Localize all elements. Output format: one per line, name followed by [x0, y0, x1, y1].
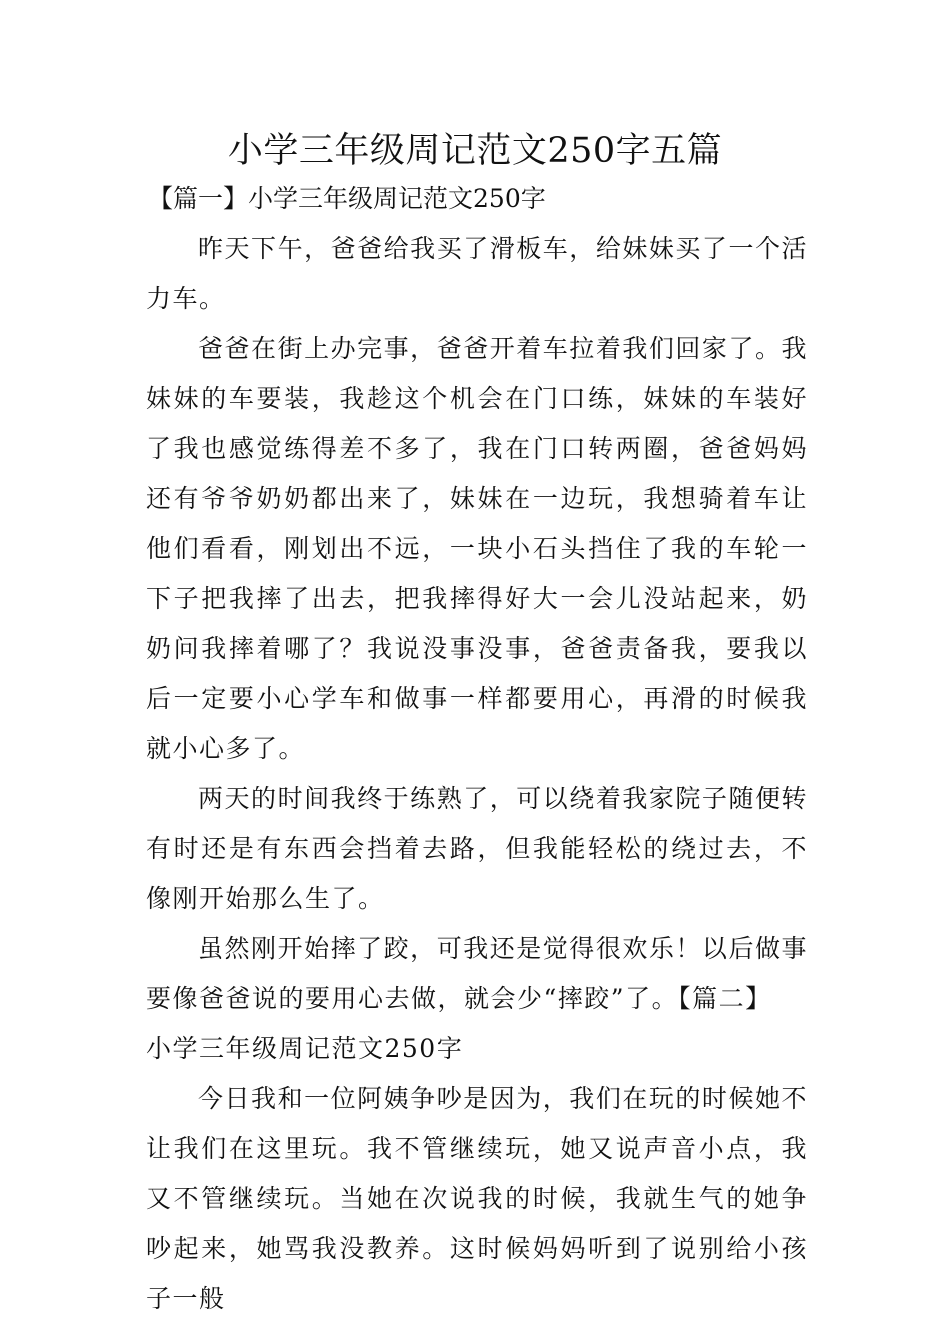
- paragraph: 昨天下午，爸爸给我买了滑板车，给妹妹买了一个活力车。: [146, 234, 808, 313]
- section-heading-2: 小学三年级周记范文250字: [146, 1034, 464, 1063]
- paragraph: 爸爸在街上办完事，爸爸开着车拉着我们回家了。我妹妹的车要装，我趁这个机会在门口练，妹妹的车装好了我也感觉练得差不多了，我在门口转两圈，爸爸妈妈还有爷爷奶奶都出来了，妹妹在一边玩，我想骑着车让他们看看，刚划出不远，一块小石头挡住了我的车轮一下子把我摔了出去，把我摔得好大一会儿没站起来，奶奶问我摔着哪了？我说没事没事，爸爸责备我，要我以后一定要小心学车和做事一样都要用心，再滑的时候我就小心多了。: [146, 334, 808, 763]
- paragraph: 两天的时间我终于练熟了，可以绕着我家院子随便转有时还是有东西会挡着去路，但我能轻松的绕过去，不像刚开始那么生了。: [146, 784, 808, 913]
- document-body: [146, 224, 808, 1324]
- document-title: 小学三年级周记范文250字五篇: [227, 131, 723, 171]
- paragraph: 虽然刚开始摔了跤，可我还是觉得很欢乐！以后做事要像爸爸说的要用心去做，就会少“摔跤”了。【篇二】: [146, 934, 808, 1013]
- section-heading-1: 【篇一】小学三年级周记范文250字: [148, 184, 546, 213]
- paragraph: 今日我和一位阿姨争吵是因为，我们在玩的时候她不让我们在这里玩。我不管继续玩，她又说声音小点，我又不管继续玩。当她在次说我的时候，我就生气的她争吵起来，她骂我没教养。这时候妈妈听到了说别给小孩子一般: [146, 1084, 808, 1313]
